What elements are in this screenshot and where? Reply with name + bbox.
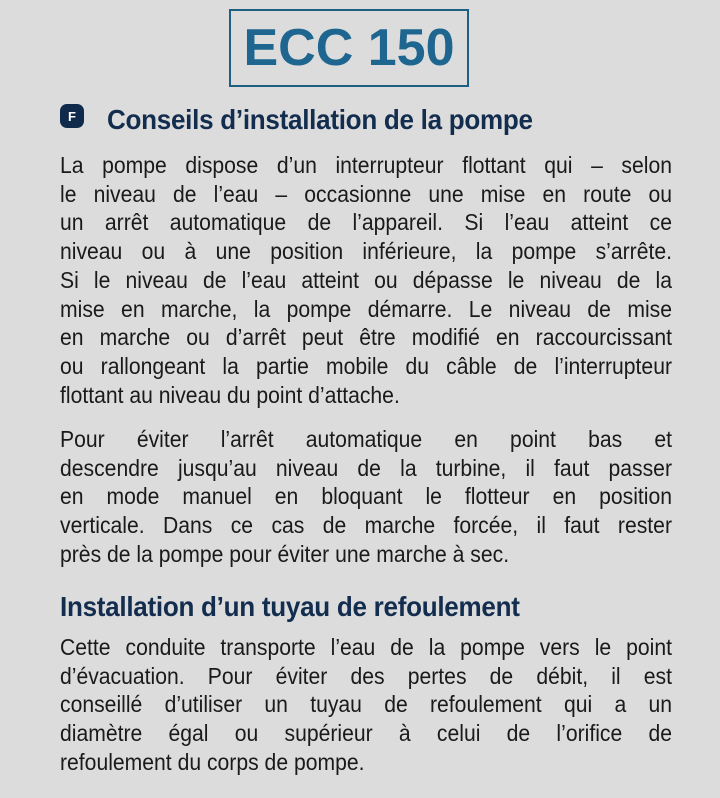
text-line: mise en marche, la pompe démarre. Le niveau de mise xyxy=(60,295,672,322)
text-line: Pour éviter l’arrêt automatique en point bas et xyxy=(60,426,672,452)
paragraph-discharge-hose xyxy=(60,633,672,777)
paragraph-float-switch xyxy=(60,151,672,409)
text-line: en mode manuel en bloquant le flotteur en position xyxy=(60,483,672,510)
text-line: descendre jusqu’au niveau de la turbine, il faut passer xyxy=(60,454,672,481)
text-line: flottant au niveau du point d’attache. xyxy=(60,381,400,408)
text-line: diamètre égal ou supérieur à celui de l’orifice de xyxy=(60,720,672,747)
language-badge-icon: F xyxy=(60,104,84,128)
text-line: un arrêt automatique de l’appareil. Si l’eau atteint ce xyxy=(60,209,672,236)
text-line: en marche ou d’arrêt peut être modifié en raccourcissant xyxy=(60,324,672,351)
model-title-box xyxy=(229,9,469,87)
text-line: le niveau de l’eau – occasionne une mise en route ou xyxy=(60,180,672,207)
text-line: La pompe dispose d’un interrupteur flottant qui – selon xyxy=(60,152,672,178)
model-title: ECC 150 xyxy=(243,19,455,77)
text-line: d’évacuation. Pour éviter des pertes de débit, il est xyxy=(60,662,672,689)
text-line: ou rallongeant la partie mobile du câble de l’interrupteur xyxy=(60,352,672,379)
text-line: niveau ou à une position inférieure, la pompe s’arrête. xyxy=(60,238,672,265)
text-line: refoulement du corps de pompe. xyxy=(60,748,365,775)
text-line: Cette conduite transporte l’eau de la pompe vers le point xyxy=(60,634,672,660)
section-title-pump-installation: Conseils d’installation de la pompe xyxy=(107,104,533,135)
section-title-discharge-hose: Installation d’un tuyau de refoulement xyxy=(60,591,520,622)
text-line: verticale. Dans ce cas de marche forcée, il faut rester xyxy=(60,512,672,539)
paragraph-manual-mode xyxy=(60,425,672,569)
text-line: Si le niveau de l’eau atteint ou dépasse le niveau de la xyxy=(60,266,672,293)
section-installation-heading xyxy=(60,104,565,136)
text-line: conseillé d’utiliser un tuyau de refoulement qui a un xyxy=(60,691,672,718)
text-line: près de la pompe pour éviter une marche à sec. xyxy=(60,540,510,567)
